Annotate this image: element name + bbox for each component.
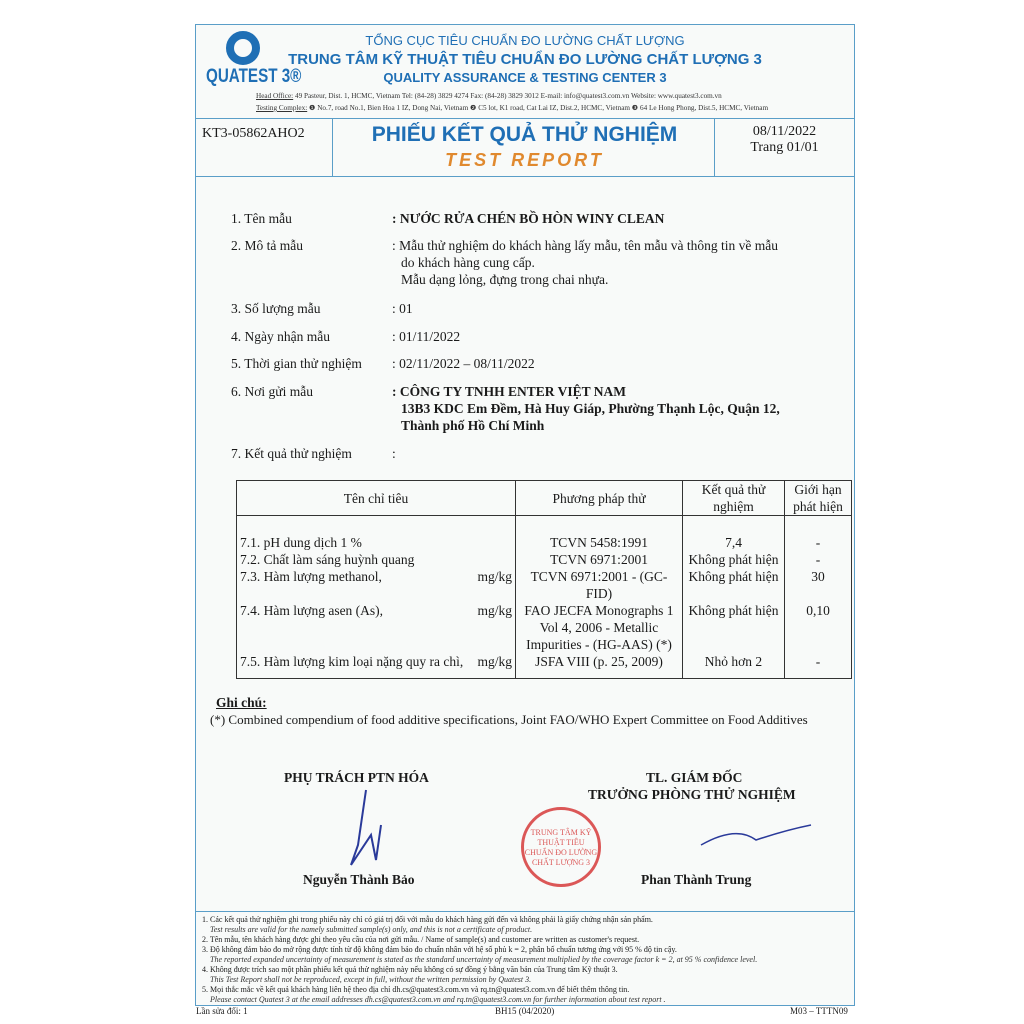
- field-label: 7. Kết quả thử nghiệm: [231, 446, 352, 461]
- cell-method: TCVN 5458:1991: [516, 516, 683, 552]
- footer-note: 3. Độ không đảm bảo đo mở rộng được tính từ độ không đảm bảo đo chuẩn nhân với hệ số phủ k = 2, phân bố chuẩn tương ứng với 95 % độ tin cậy.: [202, 945, 677, 954]
- report-title-vi: PHIẾU KẾT QUẢ THỬ NGHIỆM: [371, 123, 678, 146]
- results-table: [236, 480, 852, 679]
- col-header: Tên chỉ tiêu: [237, 481, 516, 516]
- cell-limit: -: [785, 653, 852, 679]
- cell-result: Không phát hiện: [683, 568, 785, 602]
- testing-complex: Testing Complex: ❶ No.7, road No.1, Bien Hoa 1 IZ, Dong Nai, Vietnam ❷ C5 lot, K1 road, Cat Lai IZ, Dist.2, HCMC, Vietnam ❸ 64 Le Hong Phong, Dist.5, HCMC, Vietnam: [256, 104, 769, 112]
- footer-note: 1. Các kết quả thử nghiệm ghi trong phiếu này chỉ có giá trị đối với mẫu do khách hàng gửi đến và không phải là giấy chứng nhận sản phẩm.: [202, 915, 653, 924]
- signature-left: [336, 785, 396, 875]
- sample-name: : NƯỚC RỬA CHÉN BỒ HÒN WINY CLEAN: [392, 211, 665, 226]
- cell-method: TCVN 6971:2001 - (GC-FID): [516, 568, 683, 602]
- cell-limit: 30: [785, 568, 852, 602]
- cell-result: Nhỏ hơn 2: [683, 653, 785, 679]
- cell-name: 7.4. Hàm lượng asen (As),: [240, 603, 384, 618]
- field-value: :: [392, 446, 396, 461]
- right-signer-name: Phan Thành Trung: [641, 872, 752, 887]
- field-label: 1. Tên mẫu: [231, 211, 292, 226]
- table-row: [237, 551, 852, 568]
- date-page: 08/11/2022 Trang 01/01: [714, 118, 854, 176]
- cell-result: Không phát hiện: [683, 551, 785, 568]
- cell-method: FAO JECFA Monographs 1 Vol 4, 2006 - Metallic Impurities - (HG-AAS) (*): [516, 602, 683, 653]
- official-stamp: TRUNG TÂM KỸ THUẬT TIÊU CHUẨN ĐO LƯỜNG CHẤT LƯỢNG 3: [521, 807, 601, 887]
- head-office: Head Office: 49 Pasteur, Dist. 1, HCMC, Vietnam Tel: (84-28) 3829 4274 Fax: (84-28) 3829 3012 E-mail: info@quatest3.com.vn Website: www.quatest3.com.vn: [256, 92, 722, 100]
- col-header: Phương pháp thử: [516, 481, 683, 516]
- revision: Lần sửa đổi: 1: [196, 1006, 248, 1016]
- field-label: 6. Nơi gửi mẫu: [231, 384, 313, 399]
- table-row: [237, 602, 852, 653]
- col-header: Kết quả thử nghiệm: [683, 481, 785, 516]
- footer-note: The reported expanded uncertainty of measurement is stated as the standard uncertainty of measurement multiplied by the coverage factor k = 2, at 95 % confidence level.: [210, 955, 758, 964]
- doc-code: M03 – TTTN09: [790, 1006, 848, 1016]
- cell-unit: mg/kg: [477, 603, 512, 618]
- field-value: : 02/11/2022 – 08/11/2022: [392, 356, 535, 371]
- report-code: KT3-05862AHO2: [196, 118, 333, 176]
- right-signer-title: TRƯỞNG PHÒNG THỬ NGHIỆM: [588, 787, 796, 802]
- footer-note: 2. Tên mẫu, tên khách hàng được ghi theo yêu cầu của nơi gửi mẫu. / Name of sample(s) and customer are written as customer's request.: [202, 935, 640, 944]
- customer-name: : CÔNG TY TNHH ENTER VIỆT NAM: [392, 384, 627, 399]
- table-row: [237, 568, 852, 602]
- footer-note: Test results are valid for the namely submitted sample(s) only, and this is not a certificate of product.: [210, 925, 533, 934]
- cell-method: TCVN 6971:2001: [516, 551, 683, 568]
- field-value: : Mẫu thử nghiệm do khách hàng lấy mẫu, tên mẫu và thông tin về mẫu: [392, 238, 778, 253]
- org-line-2: TRUNG TÂM KỸ THUẬT TIÊU CHUẨN ĐO LƯỜNG CHẤT LƯỢNG 3: [288, 51, 762, 68]
- cell-method: JSFA VIII (p. 25, 2009): [516, 653, 683, 679]
- cell-limit: -: [785, 551, 852, 568]
- letterhead: [196, 25, 854, 119]
- quatest-logo: QUATEST 3®: [206, 29, 276, 89]
- footer-note: 4. Không được trích sao một phần phiếu kết quả thử nghiệm này nếu không có sự đồng ý bằng văn bản của Trung tâm Kỹ thuật 3.: [202, 965, 618, 974]
- table-row: [237, 516, 852, 552]
- test-report-document: [195, 24, 855, 1006]
- cell-name: 7.3. Hàm lượng methanol,: [240, 569, 382, 584]
- field-value: : 01/11/2022: [392, 329, 461, 344]
- org-line-3: QUALITY ASSURANCE & TESTING CENTER 3: [383, 70, 667, 85]
- field-label: 4. Ngày nhận mẫu: [231, 329, 330, 344]
- table-header: [237, 481, 852, 516]
- right-signer-title: TL. GIÁM ĐỐC: [646, 770, 743, 785]
- cell-name: 7.2. Chất làm sáng huỳnh quang: [240, 552, 415, 567]
- signature-right: [696, 815, 816, 855]
- cell-unit: mg/kg: [477, 569, 512, 584]
- customer-address: 13B3 KDC Em Đềm, Hà Huy Giáp, Phường Thạnh Lộc, Quận 12,: [401, 401, 780, 416]
- cell-limit: 0,10: [785, 602, 852, 653]
- cell-name: 7.5. Hàm lượng kim loại nặng quy ra chì,: [240, 654, 464, 669]
- cell-result: 7,4: [683, 516, 785, 552]
- field-value: Mẫu dạng lỏng, đựng trong chai nhựa.: [401, 272, 609, 287]
- table-row: [237, 653, 852, 679]
- cell-unit: mg/kg: [477, 654, 512, 669]
- footer-notes: [196, 911, 854, 1003]
- footer-note: This Test Report shall not be reproduced, except in full, without the written permission by Quatest 3.: [210, 975, 532, 984]
- form-code: BH15 (04/2020): [495, 1006, 555, 1016]
- field-value: : 01: [392, 301, 413, 316]
- notes-title: Ghi chú:: [216, 695, 267, 710]
- notes-text: (*) Combined compendium of food additive specifications, Joint FAO/WHO Expert Committee on Food Additives: [210, 712, 808, 727]
- cell-limit: -: [785, 516, 852, 552]
- cell-result: Không phát hiện: [683, 602, 785, 653]
- report-title-en: TEST REPORT: [445, 150, 604, 170]
- title-row: [196, 118, 854, 177]
- cell-name: 7.1. pH dung dịch 1 %: [240, 535, 362, 550]
- field-label: 2. Mô tả mẫu: [231, 238, 303, 253]
- field-value: do khách hàng cung cấp.: [401, 255, 535, 270]
- left-signer-name: Nguyễn Thành Bảo: [303, 872, 415, 887]
- footer-note: 5. Mọi thắc mắc về kết quả khách hàng liên hệ theo địa chỉ dh.cs@quatest3.com.vn và rq.tn@quatest3.com.vn để biết thêm thông tin.: [202, 985, 630, 994]
- field-label: 3. Số lượng mẫu: [231, 301, 321, 316]
- org-line-1: TỔNG CỤC TIÊU CHUẨN ĐO LƯỜNG CHẤT LƯỢNG: [365, 33, 685, 48]
- footer-note: Please contact Quatest 3 at the email addresses dh.cs@quatest3.com.vn and rq.tn@quatest3.com.vn for further information about test report .: [210, 995, 666, 1004]
- col-header: Giới hạn phát hiện: [785, 481, 852, 516]
- customer-address: Thành phố Hồ Chí Minh: [401, 418, 545, 433]
- left-signer-title: PHỤ TRÁCH PTN HÓA: [284, 770, 429, 785]
- field-label: 5. Thời gian thử nghiệm: [231, 356, 362, 371]
